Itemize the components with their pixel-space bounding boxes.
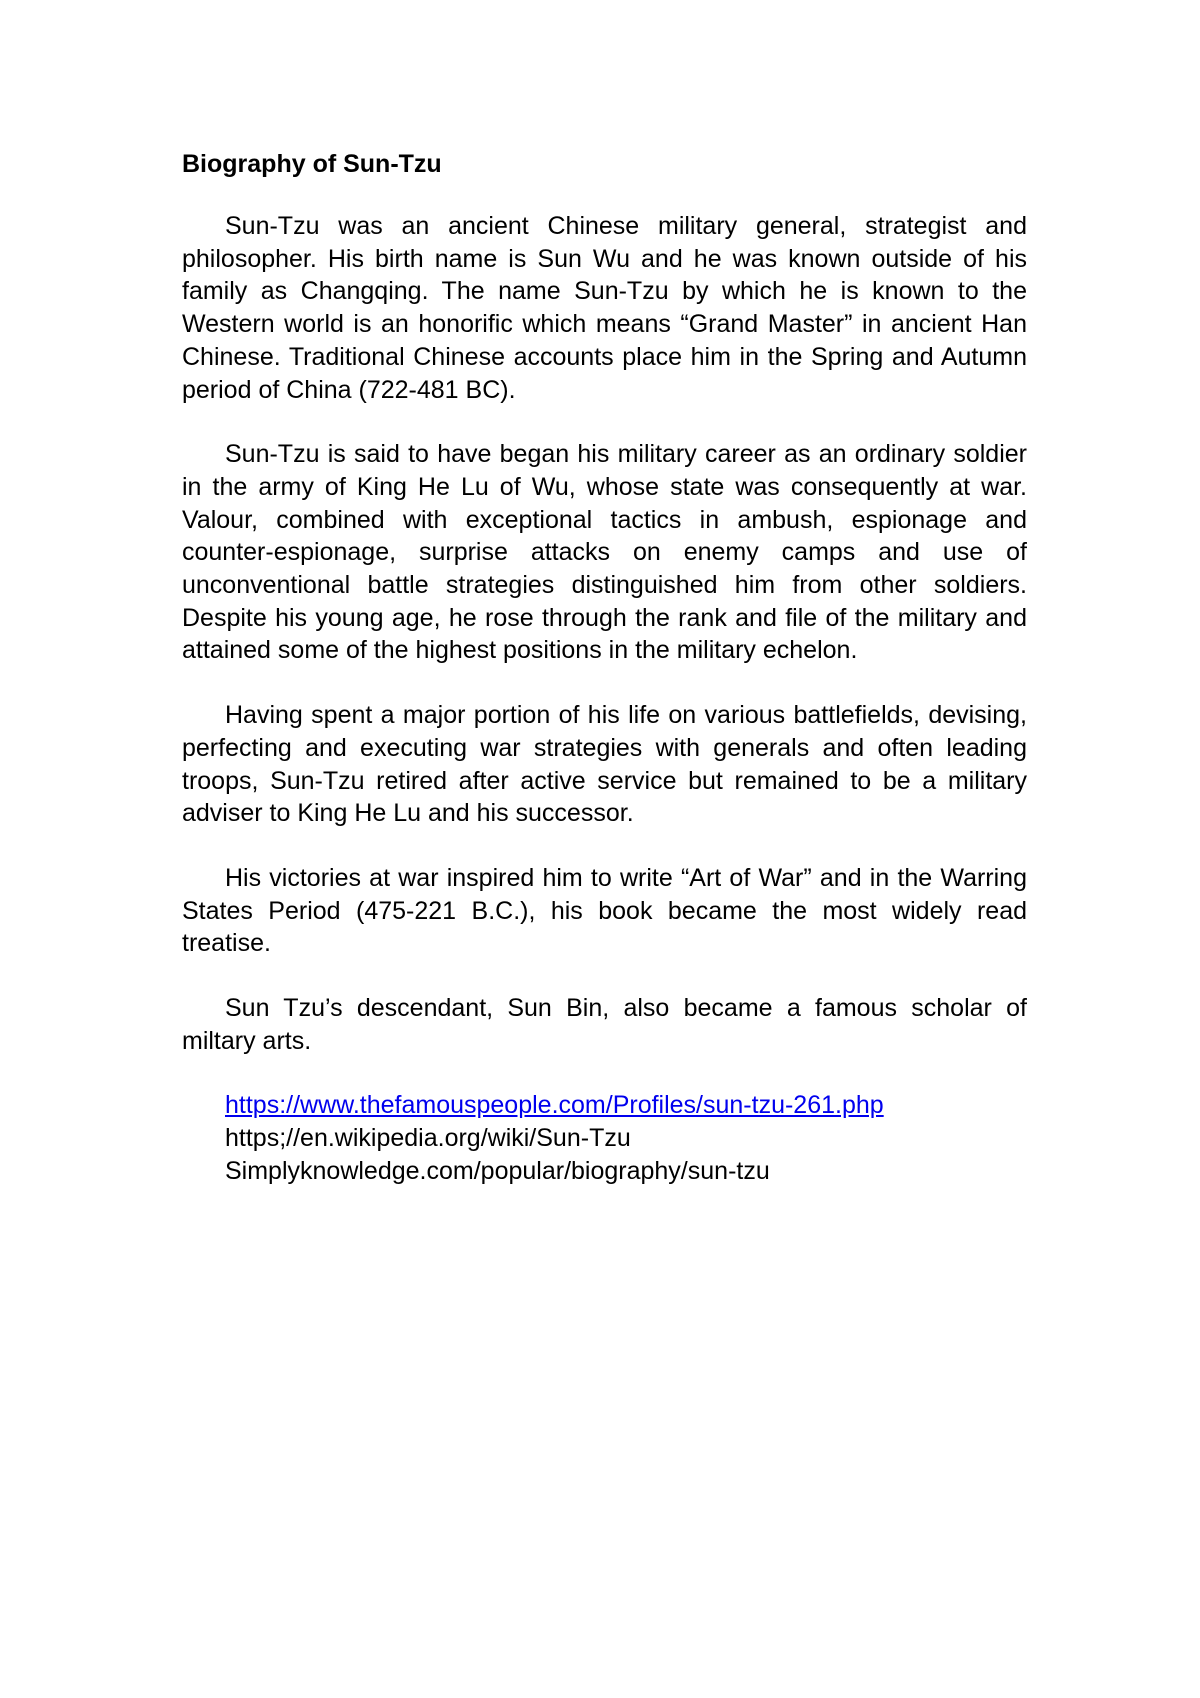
- reference-link-thefamouspeople[interactable]: https://www.thefamouspeople.com/Profiles/sun-tzu-261.php: [225, 1091, 884, 1120]
- references-list: [182, 1089, 1027, 1187]
- paragraph-art-of-war: His victories at war inspired him to write “Art of War” and in the Warring States Period (475-221 B.C.), his book became the most widely read treatise.: [182, 863, 1027, 958]
- paragraph-descendant: Sun Tzu’s descendant, Sun Bin, also became a famous scholar of miltary arts.: [182, 994, 1027, 1055]
- reference-wikipedia: https;//en.wikipedia.org/wiki/Sun-Tzu: [225, 1124, 631, 1153]
- reference-simplyknowledge: Simplyknowledge.com/popular/biography/sun-tzu: [225, 1156, 770, 1185]
- paragraph-military-career: Sun-Tzu is said to have began his military career as an ordinary soldier in the army of King He Lu of Wu, whose state was consequently at war. Valour, combined with exceptional tactics in ambush, espionage and counter-espionage, surprise attacks on enemy camps and use of unconventional battle strategies distinguished him from other soldiers. Despite his young age, he rose through the rank and file of the military and attained some of the highest positions in the military echelon.: [182, 440, 1027, 665]
- document-title: Biography of Sun-Tzu: [182, 150, 442, 178]
- paragraph-retirement: Having spent a major portion of his life on various battlefields, devising, perfecting and executing war strategies with generals and often leading troops, Sun-Tzu retired after active service but remained to be a military adviser to King He Lu and his successor.: [182, 701, 1027, 828]
- paragraph-intro: Sun-Tzu was an ancient Chinese military general, strategist and philosopher. His birth name is Sun Wu and he was known outside of his family as Changqing. The name Sun-Tzu by which he is known to the Western world is an honorific which means “Grand Master” in ancient Han Chinese. Traditional Chinese accounts place him in the Spring and Autumn period of China (722-481 BC).: [182, 212, 1027, 404]
- document-page: [182, 148, 1027, 1188]
